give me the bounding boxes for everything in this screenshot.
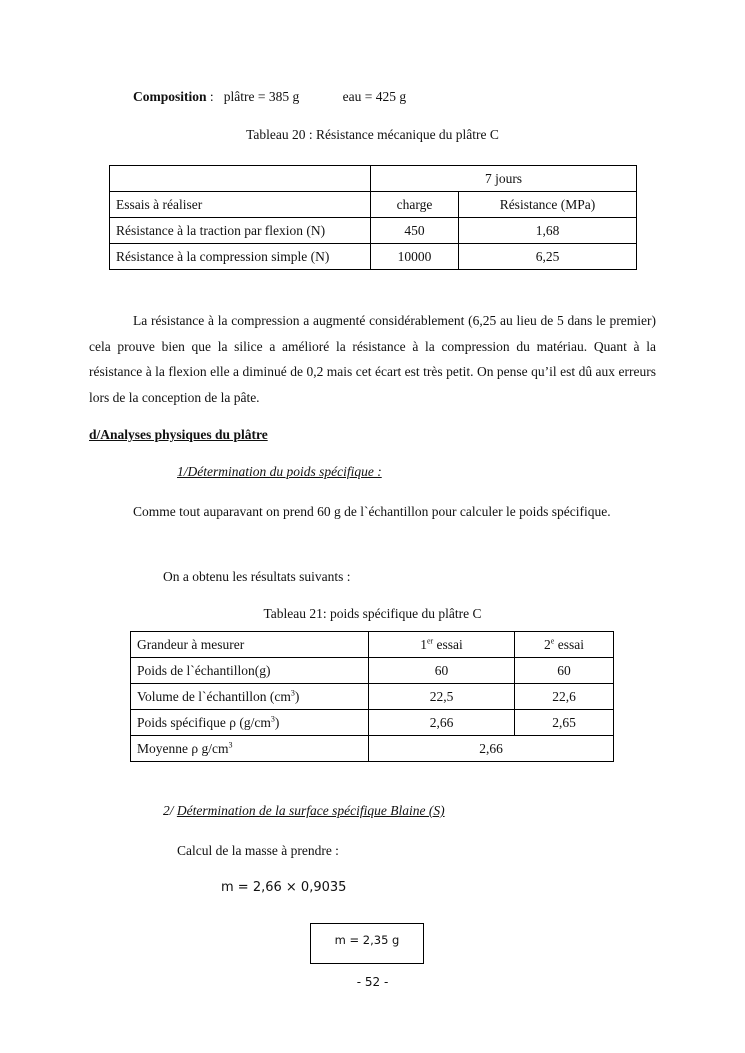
table21-header-row bbox=[131, 632, 614, 658]
table20-row-period bbox=[110, 166, 637, 192]
result-box: m = 2,35 g bbox=[310, 923, 424, 964]
table21-row-essai1: 2,66 bbox=[369, 710, 515, 736]
table21-col-essai2: 2e essai bbox=[515, 632, 614, 658]
table20-row-charge: 450 bbox=[371, 218, 459, 244]
table-row bbox=[131, 684, 614, 710]
table20-row-label: Résistance à la compression simple (N) bbox=[110, 244, 371, 270]
table20-col-resistance: Résistance (MPa) bbox=[459, 192, 637, 218]
page-number: - 52 - bbox=[356, 975, 389, 989]
table-row bbox=[131, 736, 614, 762]
table21-row-label: Volume de l`échantillon $(cm^3)$ bbox=[131, 684, 369, 710]
calc-intro: Calcul de la masse à prendre : bbox=[177, 843, 339, 858]
paragraph-2-text: Comme tout auparavant on prend 60 g de l`échantillon pour calculer le poids spécifique. bbox=[133, 504, 611, 519]
table21-row-essai1: 60 bbox=[369, 658, 515, 684]
table-row bbox=[110, 218, 637, 244]
composition-eau: eau = 425 g bbox=[342, 89, 407, 104]
composition-sep: : bbox=[206, 89, 214, 104]
table21 bbox=[130, 631, 614, 762]
table21-row-label: Poids de l`échantillon(g) bbox=[131, 658, 369, 684]
table20-empty-cell bbox=[110, 166, 371, 192]
table21-row-essai2: 2,65 bbox=[515, 710, 614, 736]
table20-col-charge: charge bbox=[371, 192, 459, 218]
table20-period: 7 jours bbox=[371, 166, 637, 192]
table20-row-resistance: 6,25 bbox=[459, 244, 637, 270]
table20-row-charge: 10000 bbox=[371, 244, 459, 270]
subheading-blaine bbox=[163, 803, 445, 819]
paragraph-2 bbox=[89, 499, 656, 525]
composition-platre: plâtre = 385 g bbox=[223, 89, 300, 104]
table21-row-label: Moyenne ρ $g/cm^3$ bbox=[131, 736, 369, 762]
table21-col-grandeur: Grandeur à mesurer bbox=[131, 632, 369, 658]
table20 bbox=[109, 165, 637, 270]
table21-row-essai2: 22,6 bbox=[515, 684, 614, 710]
table20-caption: Tableau 20 : Résistance mécanique du plâtre C bbox=[246, 127, 499, 142]
table21-col-essai1: 1er essai bbox=[369, 632, 515, 658]
composition-line bbox=[133, 89, 406, 105]
table-row bbox=[131, 658, 614, 684]
subheading-blaine-num: 2/ bbox=[163, 803, 177, 818]
table21-row-label: Poids spécifique ρ $(g/cm^3)$ bbox=[131, 710, 369, 736]
table21-row-essai2: 60 bbox=[515, 658, 614, 684]
results-intro: On a obtenu les résultats suivants : bbox=[163, 569, 351, 584]
table21-moyenne-value: 2,66 bbox=[369, 736, 614, 762]
paragraph-1 bbox=[89, 308, 656, 410]
table20-row-label: Résistance à la traction par flexion (N) bbox=[110, 218, 371, 244]
table20-col-essais: Essais à réaliser bbox=[110, 192, 371, 218]
formula: m = 2,66 × 0,9035 bbox=[221, 880, 347, 895]
table-row bbox=[131, 710, 614, 736]
section-heading-d: d/Analyses physiques du plâtre bbox=[89, 427, 268, 442]
paragraph-1-text: La résistance à la compression a augmenté considérablement (6,25 au lieu de 5 dans le premier) cela prouve bien que la silice a amélioré la résistance à la compression du matériau. Quant à la résistance à la flexion elle a diminué de 0,2 mais cet écart est très petit. On pense qu’il est dû aux erreurs lors de la conception de la pâte. bbox=[89, 313, 656, 405]
subheading-blaine-title: Détermination de la surface spécifique Blaine (S) bbox=[176, 803, 445, 818]
table21-caption: Tableau 21: poids spécifique du plâtre C bbox=[263, 606, 482, 621]
table20-row-resistance: 1,68 bbox=[459, 218, 637, 244]
table-row bbox=[110, 244, 637, 270]
subheading-poids-specifique: 1/Détermination du poids spécifique : bbox=[177, 464, 382, 479]
composition-label: Composition bbox=[133, 89, 207, 104]
table21-row-essai1: 22,5 bbox=[369, 684, 515, 710]
table20-header-row bbox=[110, 192, 637, 218]
